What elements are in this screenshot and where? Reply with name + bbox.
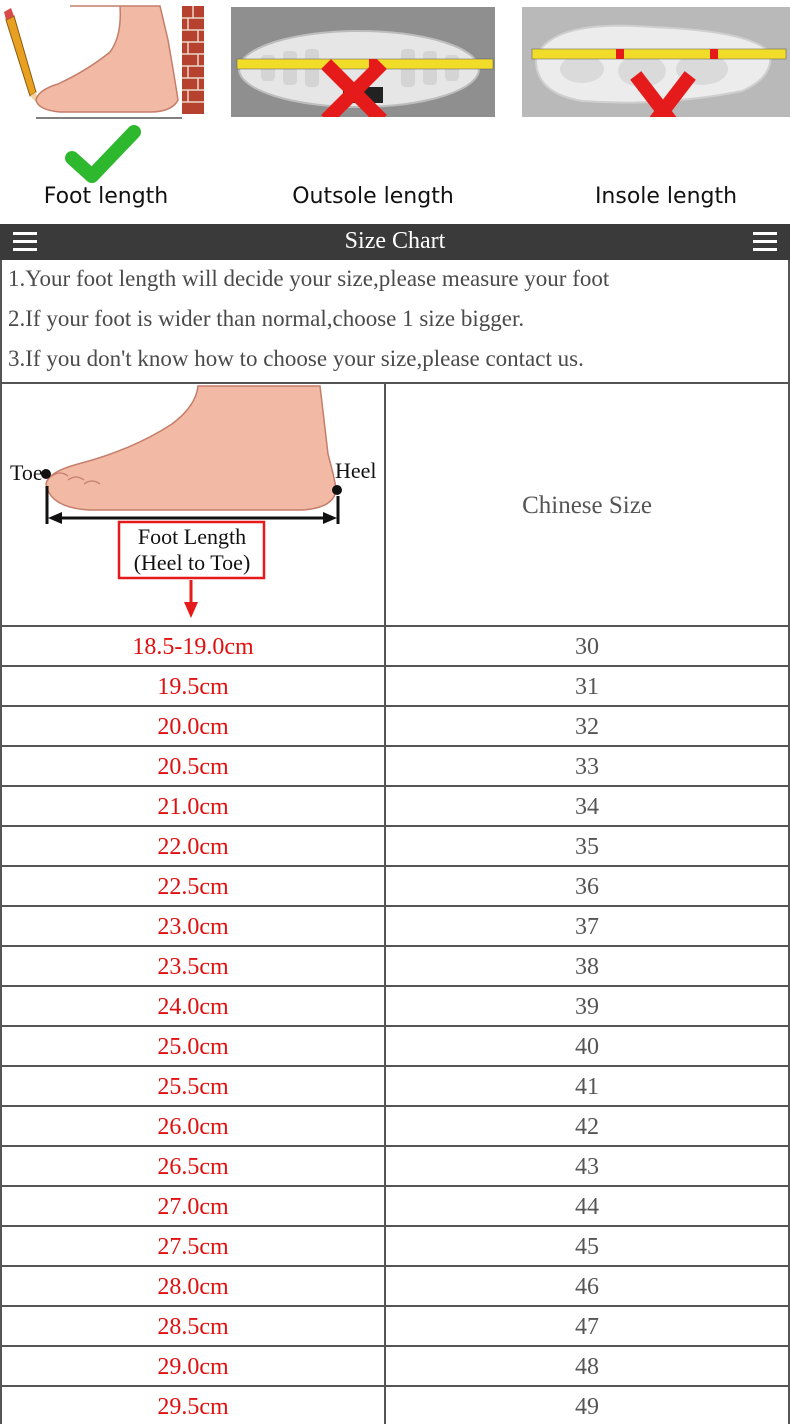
chinese-size-cell: 46: [575, 1274, 599, 1300]
table-row: [0, 1307, 790, 1347]
column-header-chinese-size: Chinese Size: [522, 492, 652, 519]
chinese-size-cell: 32: [575, 714, 599, 740]
foot-length-cell: 26.5cm: [2, 1147, 386, 1185]
foot-length-cell: 26.0cm: [2, 1107, 386, 1145]
foot-length-cell: 22.0cm: [2, 827, 386, 865]
foot-length-cell: 27.0cm: [2, 1187, 386, 1225]
chinese-size-cell: 47: [575, 1314, 599, 1340]
foot-length-label-line1: Foot Length: [137, 524, 247, 549]
foot-length-label-line2: (Heel to Toe): [133, 550, 251, 575]
foot-length-cell: 29.5cm: [2, 1387, 386, 1424]
foot-length-cell: 29.0cm: [2, 1347, 386, 1385]
chinese-size-cell: 49: [575, 1394, 599, 1420]
foot-measure-illustration: [0, 0, 215, 185]
table-row: [0, 707, 790, 747]
table-header-row: [0, 384, 790, 627]
chinese-size-cell: 40: [575, 1034, 599, 1060]
sizing-notes: [0, 260, 790, 384]
note-item: 2.If your foot is wider than normal,choose 1 size bigger.: [8, 306, 525, 331]
foot-length-cell: 20.5cm: [2, 747, 386, 785]
table-row: [0, 867, 790, 907]
table-row: [0, 627, 790, 667]
chinese-size-cell: 30: [575, 634, 599, 660]
foot-length-cell: 21.0cm: [2, 787, 386, 825]
heel-label: Heel: [335, 458, 377, 483]
caption-outsole-length: Outsole length: [292, 184, 454, 209]
foot-length-cell: 19.5cm: [2, 667, 386, 705]
outsole-measure-illustration: [231, 7, 495, 117]
caption-foot-length: Foot length: [43, 184, 169, 209]
foot-length-cell: 28.5cm: [2, 1307, 386, 1345]
foot-length-cell: 20.0cm: [2, 707, 386, 745]
chinese-size-cell: 31: [575, 674, 599, 700]
foot-length-cell: 22.5cm: [2, 867, 386, 905]
table-row: [0, 787, 790, 827]
chinese-size-cell: 35: [575, 834, 599, 860]
chinese-size-cell: 36: [575, 874, 599, 900]
chinese-size-cell: 37: [575, 914, 599, 940]
table-body: [0, 627, 790, 1424]
foot-length-cell: 25.0cm: [2, 1027, 386, 1065]
chinese-size-cell: 42: [575, 1114, 599, 1140]
heel-marker: [332, 485, 342, 495]
brick-wall: [182, 6, 204, 114]
chinese-size-cell: 39: [575, 994, 599, 1020]
tape-measure: [237, 59, 493, 69]
foot-length-cell: 27.5cm: [2, 1227, 386, 1265]
chinese-size-cell: 38: [575, 954, 599, 980]
measurement-guide: [0, 0, 790, 224]
size-chart-header: [0, 224, 790, 260]
table-row: [0, 1147, 790, 1187]
table-row: [0, 1227, 790, 1267]
table-row: [0, 947, 790, 987]
down-arrow-icon: [184, 580, 198, 618]
table-row: [0, 827, 790, 867]
note-item: 1.Your foot length will decide your size,please measure your foot: [8, 266, 610, 291]
foot-length-cell: 24.0cm: [2, 987, 386, 1025]
page-title: Size Chart: [344, 228, 446, 254]
size-table: [0, 384, 790, 1424]
foot-length-diagram-cell: [2, 384, 386, 625]
table-row: [0, 667, 790, 707]
insole-measure-illustration: [522, 7, 790, 117]
table-row: [0, 747, 790, 787]
table-row: [0, 1027, 790, 1067]
foot-length-diagram: [2, 384, 386, 625]
table-row: [0, 1267, 790, 1307]
hamburger-menu-icon: [753, 232, 777, 252]
chinese-size-cell: 41: [575, 1074, 599, 1100]
foot-length-cell: 25.5cm: [2, 1067, 386, 1105]
chinese-size-cell: 33: [575, 754, 599, 780]
table-row: [0, 987, 790, 1027]
chinese-size-cell: 44: [575, 1194, 599, 1220]
table-row: [0, 1387, 790, 1424]
foot-length-cell: 18.5-19.0cm: [2, 627, 386, 665]
foot-length-cell: 23.0cm: [2, 907, 386, 945]
foot-length-cell: 23.5cm: [2, 947, 386, 985]
toe-label: Toe: [10, 460, 43, 485]
chinese-size-cell: 48: [575, 1354, 599, 1380]
chinese-size-cell: 45: [575, 1234, 599, 1260]
foot-shape: [46, 386, 336, 510]
chinese-size-cell: 43: [575, 1154, 599, 1180]
foot-length-cell: 28.0cm: [2, 1267, 386, 1305]
note-item: 3.If you don't know how to choose your size,please contact us.: [8, 346, 584, 371]
table-row: [0, 1347, 790, 1387]
chinese-size-cell: 34: [575, 794, 599, 820]
tape-measure: [532, 49, 786, 59]
table-row: [0, 1107, 790, 1147]
table-row: [0, 1067, 790, 1107]
table-row: [0, 907, 790, 947]
caption-insole-length: Insole length: [594, 184, 738, 209]
table-row: [0, 1187, 790, 1227]
